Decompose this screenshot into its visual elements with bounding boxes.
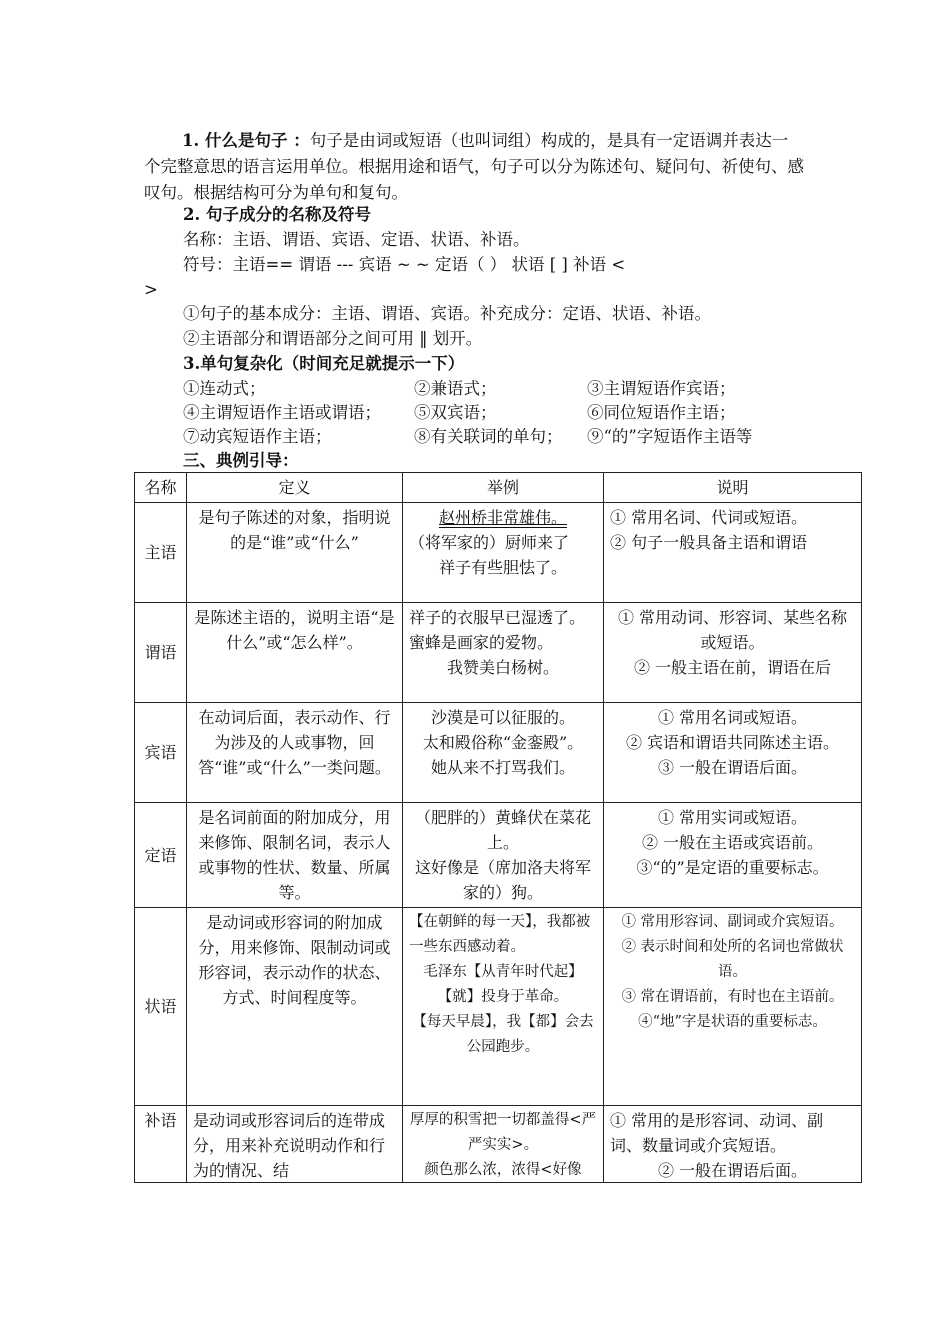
example: 沙漠是可以征服的。 [430, 708, 575, 727]
grid-item: ③主谓短语作宾语； [587, 379, 736, 398]
heading-complex-sentences: 3.单句复杂化（时间充足就提示一下） [183, 354, 465, 373]
subject-predicate-divider: ②主语部分和谓语部分之间可用 ‖ 划开。 [183, 329, 483, 348]
note: ④“地”字是状语的重要标志。 [638, 1014, 827, 1030]
table-header-row [135, 473, 862, 503]
example: （将军家的）厨师来了 [409, 533, 570, 552]
heading-what-is-sentence: 1. 什么是句子 ： [182, 131, 310, 150]
row-examples [403, 503, 604, 603]
intro-paragraph [144, 128, 804, 206]
table-row [135, 803, 862, 908]
header-definition: 定义 [187, 473, 403, 503]
row-name: 主语 [135, 503, 187, 603]
header-example: 举例 [403, 473, 604, 503]
note: ③ 常在谓语前，有时也在主语前。 [621, 989, 844, 1005]
grid-item: ⑨“的”字短语作主语等 [587, 427, 753, 446]
example: 我赞美白杨树。 [446, 658, 559, 677]
row-definition: 是名词前面的附加成分，用来修饰、限制名词，表示人或事物的性状、数量、所属等。 [187, 803, 403, 908]
row-notes [604, 503, 862, 603]
header-name: 名称 [135, 473, 187, 503]
example: 厚厚的积雪把一切都盖得<严严实实>。 [409, 1112, 597, 1153]
sentence-definition: 句子是由词或短语（也叫词组）构成的，是具有一定语调并表达一个完整意思的语言运用单位。根据用途和语气，句子可以分为陈述句、疑问句、祈使句、感叹句。根据结构可分为单句和复句。 [144, 131, 804, 202]
row-examples-clip [409, 1108, 597, 1180]
components-table [134, 472, 862, 1183]
note: ① 常用名词、代词或短语。 [610, 508, 808, 527]
grid-item: ②兼语式； [414, 379, 497, 398]
table-row [135, 603, 862, 703]
row-name [135, 1106, 187, 1183]
component-names: 名称：主语、谓语、宾语、定语、状语、补语。 [183, 230, 530, 249]
row-examples [403, 908, 604, 1106]
row-examples [403, 603, 604, 703]
example: 太和殿俗称“金銮殿”。 [422, 733, 584, 752]
note: ② 一般在谓语后面。 [657, 1161, 808, 1180]
table-row [135, 503, 862, 603]
grid-item: ⑦动宾短语作主语； [183, 427, 332, 446]
grid-item: ④主谓短语作主语或谓语； [183, 403, 381, 422]
example: 她从来不打骂我们。 [430, 758, 575, 777]
row-examples [403, 703, 604, 803]
row-notes [604, 703, 862, 803]
grid-item: ⑤双宾语； [414, 403, 497, 422]
component-symbols: 符号：主语== 谓语 --- 宾语 ~ ~ 定语（ ） 状语 [ ] 补语 < [183, 255, 626, 274]
example: 祥子有些胆怯了。 [438, 558, 567, 577]
row-name: 谓语 [135, 603, 187, 703]
note: ③“的”是定语的重要标志。 [636, 858, 829, 877]
note: ① 常用的是形容词、动词、副词、数量词或介宾短语。 [610, 1111, 824, 1155]
example: 颜色那么浓，浓得<好像 [424, 1162, 582, 1178]
row-definition: 是陈述主语的，说明主语“是什么”或“怎么样”。 [187, 603, 403, 703]
note: ① 常用实词或短语。 [657, 808, 808, 827]
row-name: 定语 [135, 803, 187, 908]
row-name: 宾语 [135, 703, 187, 803]
row-definition [187, 1106, 403, 1183]
row-definition: 在动词后面，表示动作、行为涉及的人或事物，回答“谁”或“什么”一类问题。 [187, 703, 403, 803]
row-examples [403, 803, 604, 908]
note: ② 宾语和谓语共同陈述主语。 [625, 733, 840, 752]
table-row [135, 703, 862, 803]
note: ③ 一般在谓语后面。 [657, 758, 808, 777]
heading-components: 2. 句子成分的名称及符号 [183, 205, 371, 224]
example: 赵州桥非常雄伟。 [438, 508, 567, 527]
note: ① 常用动词、形容词、某些名称或短语。 [617, 608, 848, 652]
row-name: 状语 [135, 908, 187, 1106]
note: ① 常用形容词、副词或介宾短语。 [621, 914, 844, 930]
row-notes [604, 803, 862, 908]
note: ② 句子一般具备主语和谓语 [610, 533, 808, 552]
row-definition: 是动词或形容词的附加成分，用来修饰、限制动词或形容词，表示动作的状态、方式、时间程度等。 [187, 908, 403, 1106]
row-notes [604, 908, 862, 1106]
example: 【每天早晨】，我【都】会去公园跑步。 [412, 1014, 594, 1055]
note: ② 一般主语在前，谓语在后 [633, 658, 832, 677]
example: 【在朝鲜的每一天】，我都被一些东西感动着。 [409, 914, 591, 955]
row-notes [604, 1106, 862, 1183]
note: ② 一般在主语或宾语前。 [641, 833, 824, 852]
row-notes-clip [610, 1108, 855, 1180]
row-name-text: 补语 [144, 1111, 177, 1130]
row-notes [604, 603, 862, 703]
example: 祥子的衣服早已湿透了。 [409, 608, 586, 627]
grid-item: ⑥同位短语作主语； [587, 403, 736, 422]
heading-examples: 三、典例引导： [183, 451, 299, 470]
example: （肥胖的）黄蜂伏在菜花上。 [414, 808, 591, 852]
row-definition-text: 是动词或形容词后的连带成分，用来补充说明动作和行为的情况、结 [193, 1111, 386, 1180]
component-symbols-tail: > [144, 280, 158, 299]
note: ① 常用名词或短语。 [657, 708, 808, 727]
note: ② 表示时间和处所的名词也常做状语。 [621, 939, 844, 980]
example: 这好像是（席加洛夫将军家的）狗。 [414, 858, 591, 902]
basic-components: ①句子的基本成分：主语、谓语、宾语。补充成分：定语、状语、补语。 [183, 304, 711, 323]
table-row [135, 908, 862, 1106]
header-notes: 说明 [604, 473, 862, 503]
example: 蜜蜂是画家的爱物。 [409, 633, 554, 652]
row-definition: 是句子陈述的对象，指明说的是“谁”或“什么” [187, 503, 403, 603]
table-row [135, 1106, 862, 1183]
example: 毛泽东【从青年时代起】【就】投身于革命。 [423, 964, 583, 1005]
grid-item: ⑧有关联词的单句； [414, 427, 563, 446]
row-examples [403, 1106, 604, 1183]
grid-item: ①连动式； [183, 379, 266, 398]
